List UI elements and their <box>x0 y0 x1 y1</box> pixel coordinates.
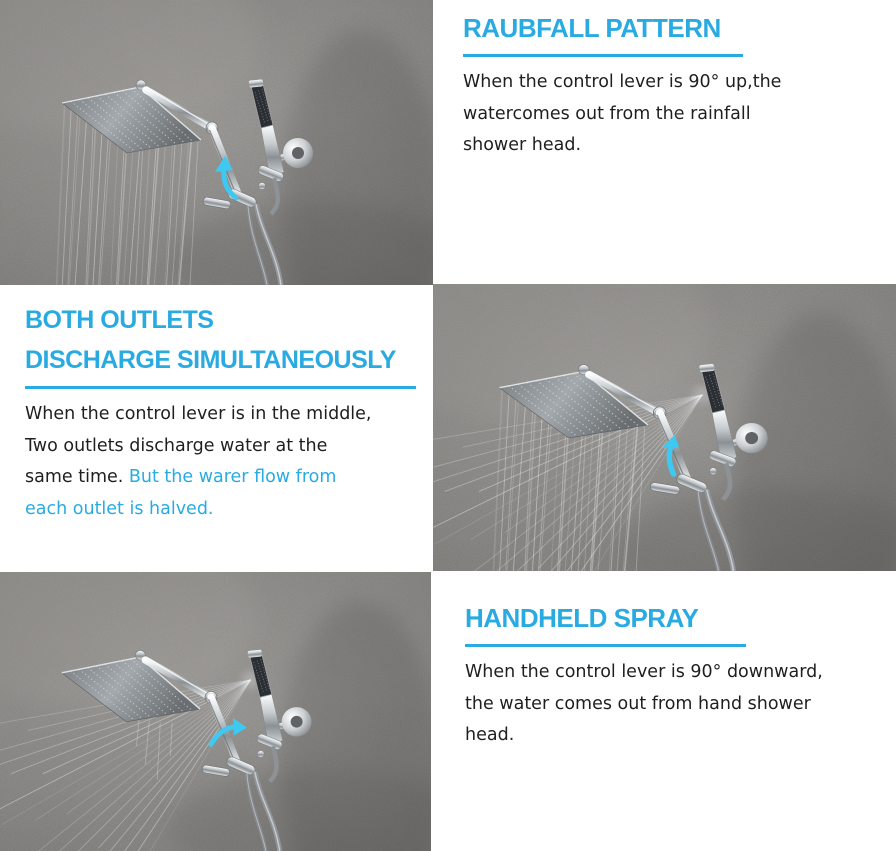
body-text: the water comes out from hand shower <box>465 693 811 714</box>
section-body <box>25 399 416 525</box>
section-handheld-spray <box>465 598 823 752</box>
section-title <box>465 598 823 638</box>
section-title <box>463 8 781 48</box>
title-underline <box>25 386 416 389</box>
photo-rainfall-mode <box>0 0 433 285</box>
title-line: RAUBFALL PATTERN <box>463 13 721 43</box>
body-line <box>25 462 416 494</box>
shower-photo-scene <box>433 284 896 571</box>
body-line <box>25 494 416 526</box>
body-line <box>25 399 416 431</box>
body-text: same time. <box>25 467 129 487</box>
section-body <box>463 67 781 162</box>
body-text: When the control lever is in the middle, <box>25 404 372 424</box>
photo-both-outlets-mode <box>433 284 896 571</box>
body-line <box>463 67 781 99</box>
body-text: Two outlets discharge water at the <box>25 435 328 456</box>
title-line: HANDHELD SPRAY <box>465 603 699 633</box>
shower-photo-scene <box>0 572 431 851</box>
section-both-outlets <box>25 300 416 525</box>
body-text: head. <box>465 725 515 745</box>
body-line <box>465 657 823 689</box>
title-line: DISCHARGE SIMULTANEOUSLY <box>25 346 396 374</box>
section-rainfall-pattern <box>463 8 781 162</box>
title-line: BOTH OUTLETS <box>25 306 214 334</box>
body-text: shower head. <box>463 135 582 155</box>
body-text: watercomes out from the rainfall <box>463 103 751 124</box>
body-line <box>463 130 781 162</box>
body-text-accent: But the warer flow from <box>128 467 337 487</box>
body-line <box>463 99 781 131</box>
section-body <box>465 657 823 752</box>
section-title <box>25 300 416 380</box>
title-underline <box>465 644 746 647</box>
body-line <box>25 431 416 463</box>
body-line <box>465 720 823 752</box>
title-underline <box>463 54 743 57</box>
body-text: When the control lever is 90° up,the <box>463 72 782 92</box>
photo-handheld-mode <box>0 572 431 851</box>
body-text: When the control lever is 90° downward, <box>465 662 823 682</box>
shower-photo-scene <box>0 0 433 285</box>
body-text-accent: each outlet is halved. <box>25 498 214 519</box>
body-line <box>465 689 823 721</box>
